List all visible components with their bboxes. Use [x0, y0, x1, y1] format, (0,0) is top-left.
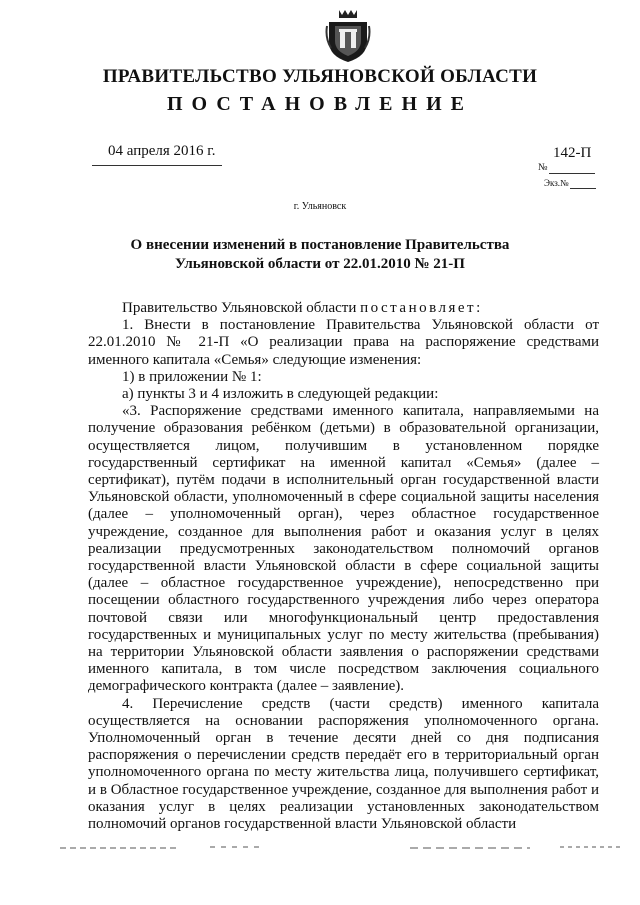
paragraph-4: «3. Распоряжение средствами именного капитала, направляемыми на получение образования ребёнком (детьми) в образовательной организации, осуществляется лицом, получившим в установленном порядке государственный сертификат на именной капитал «Семья» (далее – сертификат), путём подачи в исполнительный орган государственной власти Ульяновской области, уполномоченный в сфере социальной защиты населения (далее – уполномоченный орган), через областное государственное учреждение, созданное для выполнения работ и оказания услуг в целях реализации предусмотренных законодательством полномочий органов государственной власти Ульяновской области в сфере социальной защиты (далее – областное государственное учреждение), непосредственно при посещении областного государственного учреждения либо через оператора почтовой связи или многофункциональный центр предоставления государственных и муниципальных услуг по месту жительства (пребывания) на территории Ульяновской области заявления о распоряжении средствами именного капитала, в том числе посредством заключения социального демографического контракта (далее – заявление).	[88, 403, 599, 695]
paragraph-2: 1) в приложении № 1:	[122, 368, 262, 385]
document-type: ПОСТАНОВЛЕНИЕ	[167, 93, 473, 115]
document-title	[0, 236, 640, 274]
page-bottom-marks	[60, 843, 620, 851]
date-underline	[92, 165, 222, 166]
number-mark: №	[538, 162, 548, 173]
document-number: 142-П	[553, 145, 592, 161]
title-line-2: Ульяновской области от 22.01.2010 № 21-П	[175, 256, 465, 272]
coat-of-arms-icon	[325, 8, 371, 64]
intro-decree-word: постановляет:	[360, 300, 483, 316]
title-line-1: О внесении изменений в постановление Правительства	[130, 237, 510, 253]
number-underline	[549, 173, 595, 174]
document-body	[88, 300, 599, 833]
paragraph-5: 4. Перечисление средств (части средств) именного капитала осуществляется на основании распоряжения уполномоченного органа. Уполномоченный орган в течение десяти дней со дня подписания распоряжения о перечислении средств передаёт его в территориальный орган уполномоченного органа по месту жительства лица, получившего сертификат, и в Областное государственное учреждение, созданное для выполнения работ и оказания услуг в целях реализации установленных законодательством полномочий органов государственной власти Ульяновской области	[88, 695, 599, 833]
copy-number-label: Экз.№	[544, 178, 569, 188]
government-name: ПРАВИТЕЛЬСТВО УЛЬЯНОВСКОЙ ОБЛАСТИ	[102, 66, 538, 87]
intro-paragraph	[88, 300, 599, 317]
intro-text: Правительство Ульяновской области	[122, 300, 361, 316]
paragraph-1: 1. Внести в постановление Правительства Ульяновской области от 22.01.2010 № 21-П «О реализации права на распоряжение средствами именного капитала «Семья» следующие изменения:	[88, 317, 599, 368]
document-date: 04 апреля 2016 г.	[108, 143, 216, 159]
copy-number-underline	[570, 188, 596, 189]
paragraph-3: а) пункты 3 и 4 изложить в следующей редакции:	[122, 386, 439, 403]
city: г. Ульяновск	[293, 201, 347, 212]
